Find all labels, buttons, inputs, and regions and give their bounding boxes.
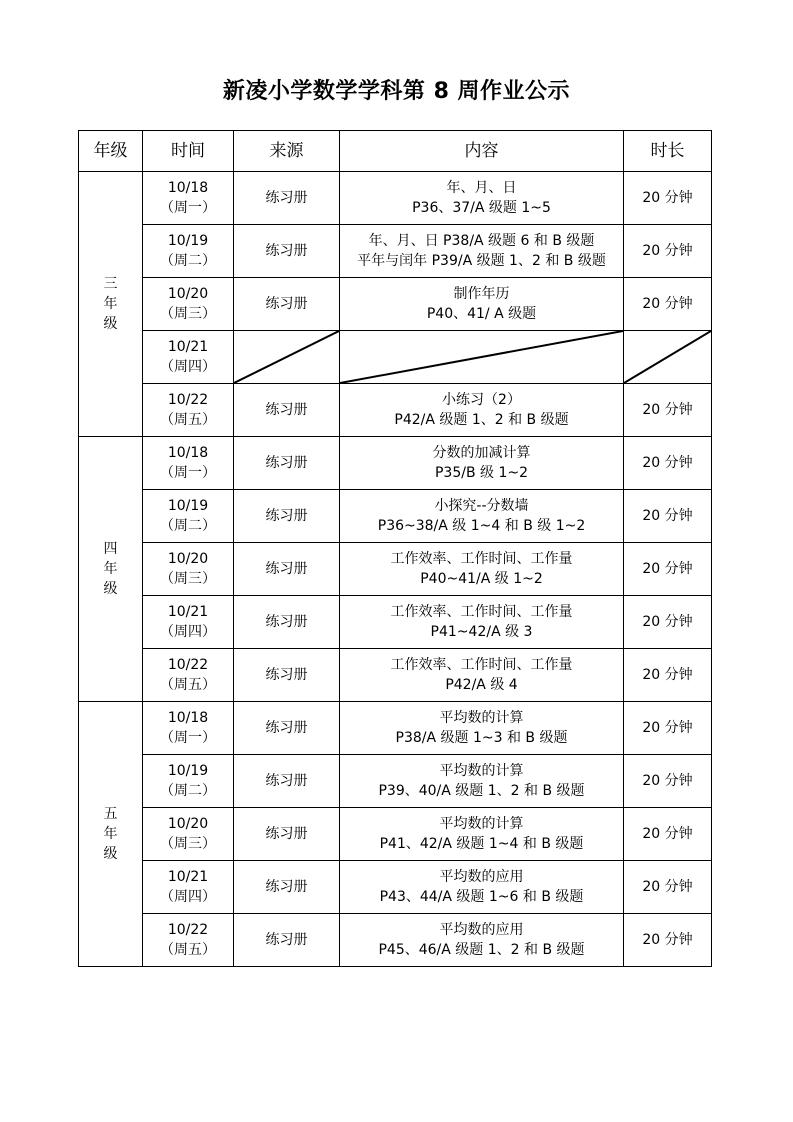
diagonal-slash	[234, 331, 339, 383]
content-line2: P43、44/A 级题 1~6 和 B 级题	[379, 889, 584, 905]
content-line2: 平年与闰年 P39/A 级题 1、2 和 B 级题	[357, 253, 606, 269]
content-cell	[340, 172, 624, 225]
header-source: 来源	[234, 131, 340, 172]
content-line1: 平均数的计算	[439, 710, 524, 726]
content-line2: P42/A 级题 1、2 和 B 级题	[394, 412, 569, 428]
date-text: 10/21	[167, 869, 209, 885]
duration-cell	[624, 596, 712, 649]
content-line1: 平均数的应用	[439, 869, 524, 885]
date-text: 10/22	[167, 657, 209, 673]
duration-text: 20 分钟	[642, 720, 693, 736]
diagonal-line	[234, 331, 339, 383]
diagonal-line	[340, 331, 623, 383]
source-cell	[234, 914, 340, 967]
time-cell	[143, 914, 234, 967]
duration-text: 20 分钟	[642, 508, 693, 524]
duration-cell	[624, 861, 712, 914]
diagonal-slash	[340, 331, 623, 383]
date-text: 10/18	[167, 445, 209, 461]
weekday-text: （周五）	[160, 677, 216, 693]
date-text: 10/20	[167, 816, 209, 832]
weekday-text: （周五）	[160, 942, 216, 958]
source-text: 练习册	[265, 402, 308, 418]
time-cell	[143, 437, 234, 490]
time-cell	[143, 543, 234, 596]
source-cell	[234, 861, 340, 914]
source-text: 练习册	[265, 243, 308, 259]
grade-label-char: 年	[103, 826, 118, 842]
content-cell	[340, 225, 624, 278]
source-cell	[234, 808, 340, 861]
source-text: 练习册	[265, 932, 308, 948]
weekday-text: （周三）	[160, 571, 216, 587]
content-line2: P41~42/A 级 3	[430, 624, 533, 640]
source-cell	[234, 649, 340, 702]
duration-cell	[624, 649, 712, 702]
duration-text: 20 分钟	[642, 561, 693, 577]
content-line1: 小探究--分数墙	[434, 498, 529, 514]
weekday-text: （周五）	[160, 412, 216, 428]
grade-label-char: 年	[103, 561, 118, 577]
table-row	[79, 172, 712, 225]
diagonal-line	[624, 331, 711, 383]
content-line1: 小练习（2）	[442, 392, 521, 408]
content-line1: 制作年历	[453, 286, 510, 302]
time-cell	[143, 596, 234, 649]
homework-table	[78, 130, 712, 967]
content-cell	[340, 702, 624, 755]
header-row	[79, 131, 712, 172]
date-text: 10/22	[167, 392, 209, 408]
table-row	[79, 225, 712, 278]
grade-label-char: 级	[103, 581, 118, 597]
header-time: 时间	[143, 131, 234, 172]
grade-label-char: 五	[103, 806, 118, 822]
source-text: 练习册	[265, 826, 308, 842]
source-text: 练习册	[265, 296, 308, 312]
content-line1: 年、月、日 P38/A 级题 6 和 B 级题	[368, 233, 595, 249]
weekday-text: （周二）	[160, 253, 216, 269]
weekday-text: （周一）	[160, 200, 216, 216]
content-line2: P38/A 级题 1~3 和 B 级题	[395, 730, 568, 746]
source-cell	[234, 437, 340, 490]
source-text: 练习册	[265, 667, 308, 683]
grade-cell	[79, 702, 143, 967]
duration-cell	[624, 225, 712, 278]
content-cell	[340, 490, 624, 543]
source-text: 练习册	[265, 773, 308, 789]
date-text: 10/18	[167, 180, 209, 196]
page-title: 新凌小学数学学科第 8 周作业公示	[222, 79, 571, 104]
source-cell	[234, 278, 340, 331]
date-text: 10/20	[167, 286, 209, 302]
table-row	[79, 331, 712, 384]
time-cell	[143, 172, 234, 225]
content-cell	[340, 861, 624, 914]
table-row	[79, 543, 712, 596]
weekday-text: （周四）	[160, 359, 216, 375]
source-cell	[234, 384, 340, 437]
time-cell	[143, 278, 234, 331]
duration-text: 20 分钟	[642, 826, 693, 842]
duration-cell	[624, 490, 712, 543]
empty-source-cell	[234, 331, 340, 384]
content-line2: P35/B 级 1~2	[434, 465, 529, 481]
content-line1: 工作效率、工作时间、工作量	[390, 551, 573, 567]
duration-cell	[624, 914, 712, 967]
header-grade: 年级	[79, 131, 143, 172]
content-line2: P40、41/ A 级题	[426, 306, 537, 322]
source-text: 练习册	[265, 614, 308, 630]
date-text: 10/21	[167, 604, 209, 620]
table-row	[79, 649, 712, 702]
duration-cell	[624, 702, 712, 755]
grade-label-char: 四	[103, 541, 118, 557]
weekday-text: （周四）	[160, 624, 216, 640]
content-line1: 工作效率、工作时间、工作量	[390, 604, 573, 620]
duration-cell	[624, 437, 712, 490]
content-line2: P41、42/A 级题 1~4 和 B 级题	[379, 836, 584, 852]
duration-text: 20 分钟	[642, 879, 693, 895]
empty-content-cell	[340, 331, 624, 384]
duration-cell	[624, 172, 712, 225]
weekday-text: （周二）	[160, 783, 216, 799]
time-cell	[143, 861, 234, 914]
duration-cell	[624, 543, 712, 596]
date-text: 10/19	[167, 498, 209, 514]
content-cell	[340, 596, 624, 649]
source-text: 练习册	[265, 455, 308, 471]
grade-label-char: 级	[103, 846, 118, 862]
source-text: 练习册	[265, 508, 308, 524]
table-row	[79, 808, 712, 861]
content-cell	[340, 384, 624, 437]
time-cell	[143, 331, 234, 384]
grade-label-char: 三	[103, 276, 118, 292]
duration-cell	[624, 278, 712, 331]
content-line1: 工作效率、工作时间、工作量	[390, 657, 573, 673]
content-cell	[340, 755, 624, 808]
date-text: 10/18	[167, 710, 209, 726]
table-row	[79, 596, 712, 649]
content-cell	[340, 278, 624, 331]
content-cell	[340, 808, 624, 861]
time-cell	[143, 490, 234, 543]
time-cell	[143, 649, 234, 702]
content-line1: 平均数的计算	[439, 816, 524, 832]
table-row	[79, 384, 712, 437]
grade-label-char: 年	[103, 296, 118, 312]
source-cell	[234, 543, 340, 596]
header-duration: 时长	[624, 131, 712, 172]
duration-text: 20 分钟	[642, 190, 693, 206]
table-row	[79, 914, 712, 967]
table-row	[79, 755, 712, 808]
time-cell	[143, 808, 234, 861]
table-row	[79, 861, 712, 914]
header-content: 内容	[340, 131, 624, 172]
duration-text: 20 分钟	[642, 296, 693, 312]
time-cell	[143, 384, 234, 437]
content-line2: P42/A 级 4	[445, 677, 518, 693]
time-cell	[143, 755, 234, 808]
date-text: 10/19	[167, 763, 209, 779]
weekday-text: （周三）	[160, 836, 216, 852]
duration-text: 20 分钟	[642, 402, 693, 418]
content-line1: 分数的加减计算	[432, 445, 531, 461]
duration-cell	[624, 808, 712, 861]
weekday-text: （周二）	[160, 518, 216, 534]
date-text: 10/20	[167, 551, 209, 567]
content-line2: P39、40/A 级题 1、2 和 B 级题	[378, 783, 585, 799]
source-cell	[234, 596, 340, 649]
date-text: 10/19	[167, 233, 209, 249]
diagonal-slash	[624, 331, 711, 383]
content-line2: P40~41/A 级 1~2	[420, 571, 543, 587]
table-body	[79, 172, 712, 967]
weekday-text: （周一）	[160, 730, 216, 746]
duration-text: 20 分钟	[642, 614, 693, 630]
table-row	[79, 702, 712, 755]
table-row	[79, 278, 712, 331]
content-cell	[340, 914, 624, 967]
weekday-text: （周一）	[160, 465, 216, 481]
content-cell	[340, 437, 624, 490]
source-cell	[234, 225, 340, 278]
content-cell	[340, 649, 624, 702]
source-text: 练习册	[265, 190, 308, 206]
content-line2: P36~38/A 级 1~4 和 B 级 1~2	[377, 518, 586, 534]
source-cell	[234, 172, 340, 225]
duration-cell	[624, 755, 712, 808]
empty-duration-cell	[624, 331, 712, 384]
source-text: 练习册	[265, 561, 308, 577]
weekday-text: （周三）	[160, 306, 216, 322]
duration-text: 20 分钟	[642, 667, 693, 683]
source-cell	[234, 490, 340, 543]
source-cell	[234, 702, 340, 755]
grade-label-char: 级	[103, 316, 118, 332]
weekday-text: （周四）	[160, 889, 216, 905]
grade-cell	[79, 172, 143, 437]
content-line1: 平均数的计算	[439, 763, 524, 779]
content-cell	[340, 543, 624, 596]
duration-text: 20 分钟	[642, 773, 693, 789]
source-text: 练习册	[265, 879, 308, 895]
time-cell	[143, 702, 234, 755]
content-line2: P45、46/A 级题 1、2 和 B 级题	[378, 942, 585, 958]
time-cell	[143, 225, 234, 278]
content-line2: P36、37/A 级题 1~5	[412, 200, 551, 216]
source-cell	[234, 755, 340, 808]
date-text: 10/22	[167, 922, 209, 938]
duration-text: 20 分钟	[642, 932, 693, 948]
source-text: 练习册	[265, 720, 308, 736]
content-line1: 年、月、日	[446, 180, 517, 196]
content-line1: 平均数的应用	[439, 922, 524, 938]
grade-cell	[79, 437, 143, 702]
duration-cell	[624, 384, 712, 437]
date-text: 10/21	[167, 339, 209, 355]
duration-text: 20 分钟	[642, 455, 693, 471]
table-row	[79, 437, 712, 490]
duration-text: 20 分钟	[642, 243, 693, 259]
table-row	[79, 490, 712, 543]
